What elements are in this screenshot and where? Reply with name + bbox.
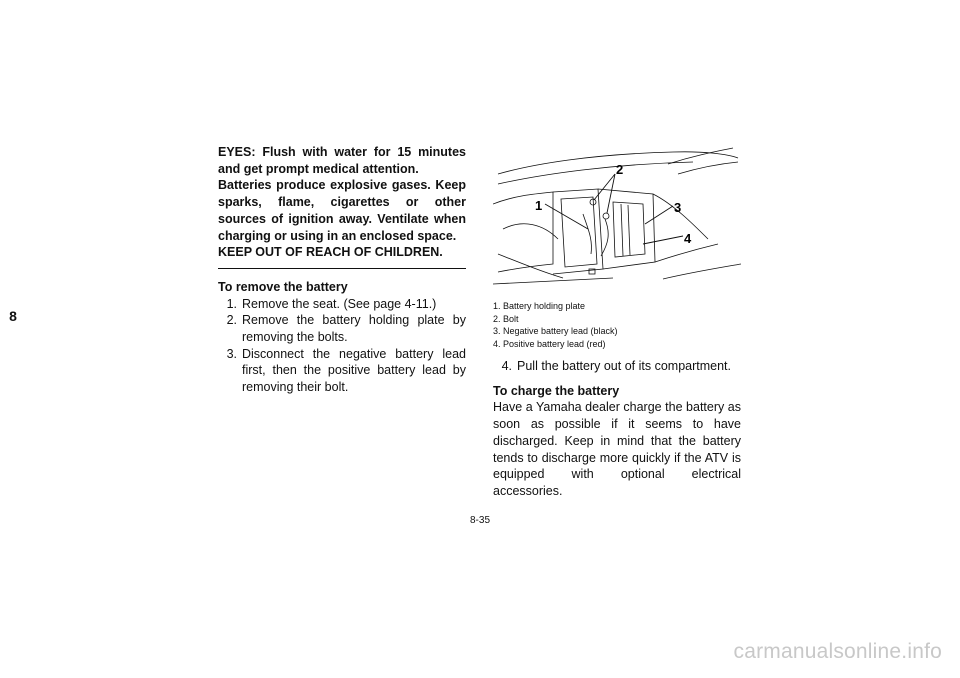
step-text: Disconnect the negative battery lead first, then the positive battery lead by removing their bolt.: [242, 346, 466, 395]
battery-figure: [493, 144, 741, 294]
charge-battery-text: Have a Yamaha dealer charge the battery as soon as possible if it seems to have discharged. Keep in mind that the battery tends to discharge more quickly if the ATV is equipped with optional electrical accessories.: [493, 400, 741, 498]
page-number: 8-35: [469, 515, 490, 526]
step-text: Remove the battery holding plate by removing the bolts.: [242, 313, 466, 345]
step-text: Remove the seat. (See page 4-11.): [242, 296, 437, 311]
charge-battery-heading: To charge the battery: [493, 383, 620, 398]
list-item: [493, 313, 741, 326]
warning-children: KEEP OUT OF REACH OF CHILDREN.: [218, 245, 443, 260]
watermark: carmanualsonline.info: [733, 640, 942, 663]
callout-2: 2: [616, 162, 624, 177]
warning-divider: [218, 268, 466, 269]
list-item: [218, 296, 466, 313]
list-item: [218, 346, 466, 396]
remove-battery-heading: To remove the battery: [218, 279, 348, 294]
list-item: [493, 338, 741, 351]
caption-text: Negative battery lead (black): [503, 326, 618, 336]
caption-number: 3.: [493, 326, 501, 336]
right-column: [493, 144, 741, 500]
remove-steps-list: [218, 296, 466, 396]
caption-number: 1.: [493, 301, 501, 311]
step-number: 2.: [226, 313, 237, 328]
battery-illustration: [493, 144, 741, 294]
caption-text: Positive battery lead (red): [503, 338, 606, 349]
list-item: [493, 325, 741, 338]
remove-steps-continued: [493, 358, 741, 375]
warning-eyes: EYES: Flush with water for 15 minutes and get prompt medical attention.: [218, 145, 466, 176]
callout-1: 1: [535, 198, 543, 213]
callout-3: 3: [674, 200, 682, 215]
list-item: [493, 358, 741, 375]
list-item: [218, 312, 466, 345]
step-number: 1.: [226, 296, 237, 311]
list-item: [493, 300, 741, 313]
warning-block: [218, 144, 466, 261]
warning-explosive-gases: Batteries produce explosive gases. Keep sparks, flame, cigarettes or other sources of ignition away. Ventilate when charging or using in an enclosed space.: [218, 178, 466, 243]
figure-captions: [493, 300, 741, 350]
step-number: 3.: [226, 346, 237, 361]
section-tab: 8: [0, 280, 26, 352]
caption-text: Bolt: [503, 313, 519, 324]
caption-number: 4.: [493, 338, 501, 349]
step-number: 4.: [501, 359, 512, 373]
callout-4: 4: [684, 231, 692, 246]
left-column: [218, 144, 466, 396]
step-text: Pull the battery out of its compartment.: [517, 359, 731, 373]
caption-number: 2.: [493, 313, 501, 324]
caption-text: Battery holding plate: [503, 301, 586, 311]
